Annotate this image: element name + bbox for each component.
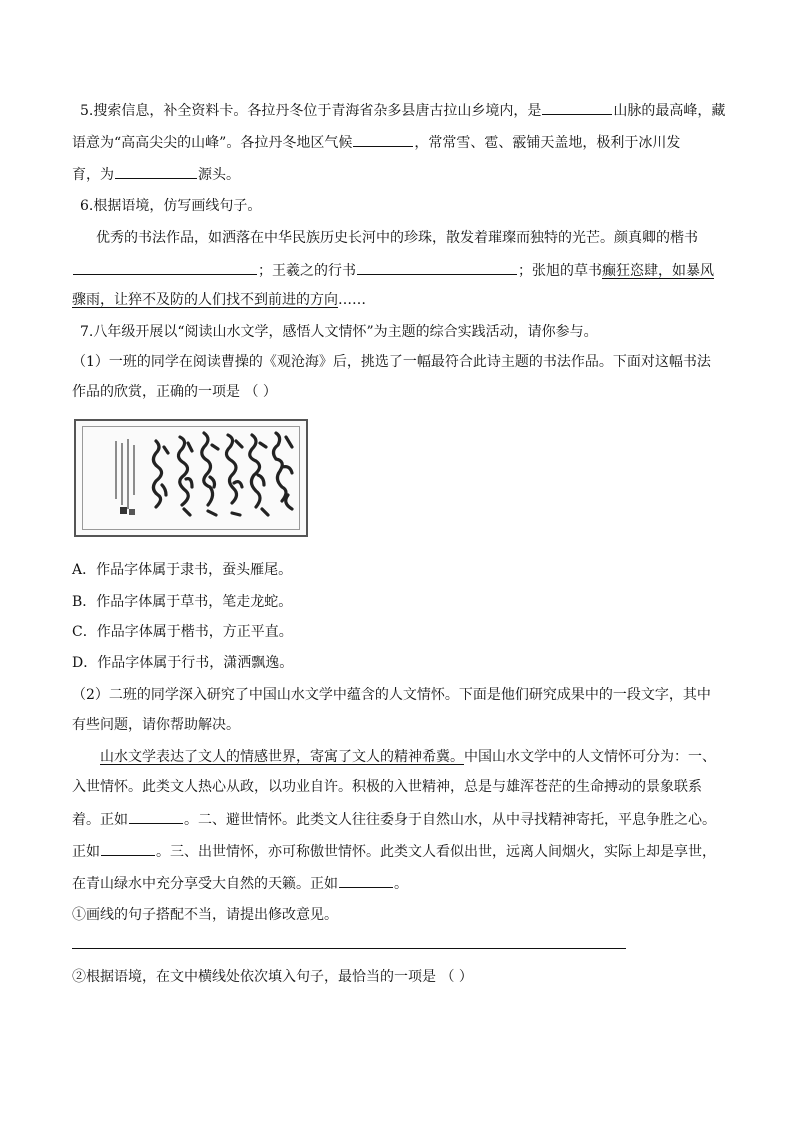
q6-blank-2[interactable] xyxy=(357,260,517,275)
passage-line-1: 山水文学表达了文人的情感世界，寄寓了文人的精神希冀。中国山水文学中的人文情怀可分为：一、 xyxy=(100,749,716,765)
q6-title: 6.根据语境，仿写画线句子。 xyxy=(80,198,262,214)
q5-line-1: 5.搜索信息，补全资料卡。各拉丹冬位于青海省杂多县唐古拉山乡境内，是 山脉的最高峰，藏 xyxy=(80,100,725,121)
q6-blank-1[interactable] xyxy=(73,260,257,275)
calligraphy-strokes xyxy=(76,421,306,535)
sub-question-1: ①画线的句子搭配不当，请提出修改意见。 xyxy=(72,907,338,923)
q5-blank-1[interactable] xyxy=(542,100,612,115)
q5-blank-2[interactable] xyxy=(353,132,413,147)
q7-part2-line-2: 有些问题，请你帮助解决。 xyxy=(72,717,240,733)
q7-part1-line-1: （1）一班的同学在阅读曹操的《观沧海》后，挑选了一幅最符合此诗主题的书法作品。下面对这幅书法 xyxy=(72,354,711,370)
option-c[interactable]: C．作品字体属于楷书，方正平直。 xyxy=(72,624,293,640)
q6-line-1: 优秀的书法作品，如洒落在中华民族历史长河中的珍珠，散发着璀璨而独特的光芒。颜真卿的楷书 xyxy=(96,230,698,246)
passage-blank-2[interactable] xyxy=(101,841,155,856)
q5-line-2: 语意为“高高尖尖的山峰”。各拉丹冬地区气候 ，常常雪、雹、霰铺天盖地，极利于冰川发 xyxy=(72,132,680,153)
option-b[interactable]: B．作品字体属于草书，笔走龙蛇。 xyxy=(72,594,293,610)
option-d[interactable]: D．作品字体属于行书，潇洒飘逸。 xyxy=(72,655,294,671)
passage-line-3: 着。正如 。二、避世情怀。此类文人往往委身于自然山水，从中寻找精神寄托，平息争胜之心。 xyxy=(72,809,716,830)
q6-line-2: ；王羲之的行书 ；张旭的草书癫狂恣肆，如暴风 xyxy=(72,260,714,281)
q7-part2-line-1: （2）二班的同学深入研究了中国山水文学中蕴含的人文情怀。下面是他们研究成果中的一段文字，其中 xyxy=(72,687,711,703)
q5-line-3: 育，为 源头。 xyxy=(72,164,240,185)
q6-line-3: 骤雨，让猝不及防的人们找不到前进的方向…… xyxy=(72,292,366,308)
passage-line-5: 在青山绿水中充分享受大自然的天籁。正如 。 xyxy=(72,873,408,894)
q5-blank-3[interactable] xyxy=(115,164,197,179)
q7-title: 7.八年级开展以“阅读山水文学，感悟人文情怀”为主题的综合实践活动，请你参与。 xyxy=(80,324,598,340)
option-a[interactable]: A．作品字体属于隶书，蚕头雁尾。 xyxy=(72,562,293,578)
sub-question-2: ②根据语境，在文中横线处依次填入句子，最恰当的一项是 （ ） xyxy=(72,969,473,985)
q7-part1-line-2: 作品的欣赏，正确的一项是 （ ） xyxy=(72,384,277,400)
answer-line[interactable] xyxy=(72,948,626,949)
calligraphy-image xyxy=(74,419,308,537)
passage-line-2: 入世情怀。此类文人热心从政，以功业自许。积极的入世精神，总是与雄浑苍茫的生命搏动的景象联系 xyxy=(72,779,702,795)
passage-blank-1[interactable] xyxy=(129,809,183,824)
passage-line-4: 正如 。三、出世情怀，亦可称傲世情怀。此类文人看似出世，远离人间烟火，实际上却是享世， xyxy=(72,841,716,862)
passage-blank-3[interactable] xyxy=(339,873,393,888)
